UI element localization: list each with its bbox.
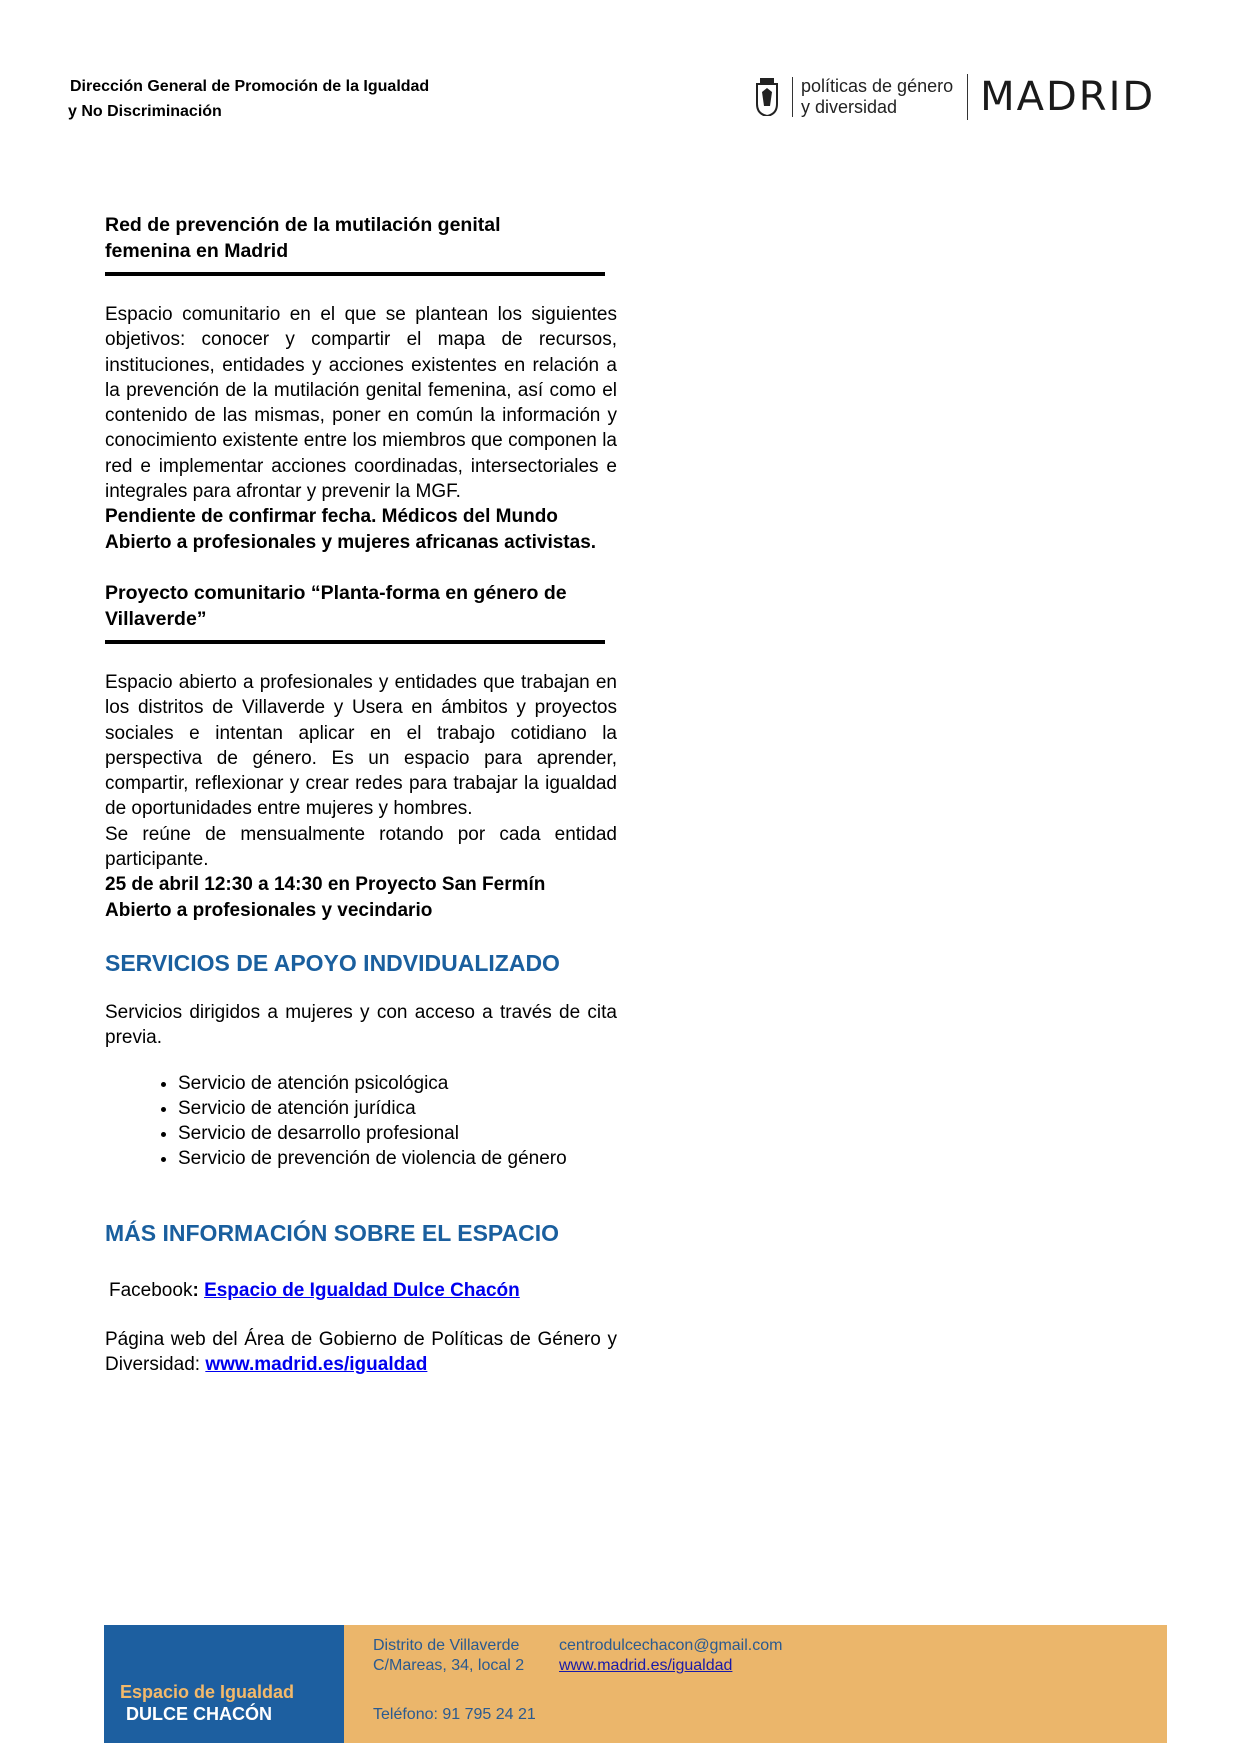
section-body: Espacio abierto a profesionales y entidades que trabajan en los distritos de Villaverde y Usera en ámbitos y proyectos sociales e intentan aplicar en el trabajo cotidiano la perspectiva de género. Es un espacio para aprender, compartir, reflexionar y crear redes para trabajar la igualdad de oportunidades entre mujeres y hombres. [105,671,617,820]
footer-phone: Teléfono: 91 795 24 21 [373,1706,536,1723]
section-body: Espacio comunitario en el que se plantean los siguientes objetivos: conocer y compartir el mapa de recursos, instituciones, entidades y acciones existentes en relación a la prevención de la mutilación genital femenina, así como el contenido de las mismas, poner en común la información y conocimiento existente entre los miembros que componen la red e implementar acciones coordinadas, intersectoriales e integrales para afrontar y prevenir la MGF. [105,304,617,503]
web-text: Página web del Área de Gobierno de Políticas de Género y Diversidad: [105,1329,617,1376]
org-line-1: Dirección General de Promoción de la Igualdad [70,78,430,95]
footer-name-line-1: Espacio de Igualdad [120,1682,295,1702]
section-title-line: femenina en Madrid [105,240,289,262]
footer-street: C/Mareas, 34, local 2 [373,1657,525,1674]
footer-name-line-2: DULCE CHACÓN [126,1704,272,1724]
section-date: 25 de abril 12:30 a 14:30 en Proyecto San Fermín [105,874,546,896]
logo-department [801,76,953,118]
facebook-colon: : [192,1279,199,1301]
facebook-link[interactable]: Espacio de Igualdad Dulce Chacón [204,1279,520,1301]
coat-of-arms-icon [756,78,778,116]
section-audience: Abierto a profesionales y vecindario [105,899,433,921]
section-body-2: Se reúne de mensualmente rotando por cada entidad participante. [105,823,617,871]
section-title-line: Villaverde” [105,607,207,630]
list-item: • Servicio de atención psicológica [178,1071,617,1096]
logo-dept-line-2: y diversidad [801,97,898,117]
section-title-mgf [105,212,617,264]
list-item: • Servicio de prevención de violencia de género [178,1146,617,1171]
logo-city: MADRID [980,74,1156,120]
organization-header [70,74,429,124]
madrid-logo [756,72,1155,122]
footer [104,1625,1167,1743]
footer-web-link[interactable]: www.madrid.es/igualdad [559,1657,733,1674]
main-content [105,212,617,1378]
list-item: • Servicio de desarrollo profesional [178,1121,617,1146]
section-audience: Abierto a profesionales y mujeres africanas activistas. [105,531,597,553]
services-intro: Servicios dirigidos a mujeres y con acceso a través de cita previa. [105,1001,617,1049]
footer-contact [344,1625,1167,1743]
services-list [105,1071,617,1172]
services-heading: SERVICIOS DE APOYO INDVIDUALIZADO [105,949,560,976]
org-line-2: y No Discriminación [68,103,222,120]
logo-divider [792,77,793,117]
footer-district: Distrito de Villaverde [373,1637,520,1654]
web-link[interactable]: www.madrid.es/igualdad [205,1354,428,1376]
section-title-villaverde [105,580,617,632]
footer-online [559,1636,782,1676]
more-info-heading: MÁS INFORMACIÓN SOBRE EL ESPACIO [105,1219,560,1246]
footer-email: centrodulcechacon@gmail.com [559,1637,783,1654]
section-divider [105,640,605,644]
logo-dept-line-1: políticas de género [801,76,954,96]
section-title-line: Proyecto comunitario “Planta-forma en género de [105,581,567,604]
facebook-label: Facebook [109,1279,193,1301]
section-divider [105,272,605,276]
footer-address [373,1636,524,1676]
facebook-line [109,1278,617,1303]
web-info [105,1327,617,1378]
section-date: Pendiente de confirmar fecha. Médicos del Mundo [105,506,558,528]
footer-brand [104,1625,344,1743]
section-title-line: Red de prevención de la mutilación genital [105,214,501,236]
list-item: • Servicio de atención jurídica [178,1096,617,1121]
logo-divider-2 [967,74,968,120]
